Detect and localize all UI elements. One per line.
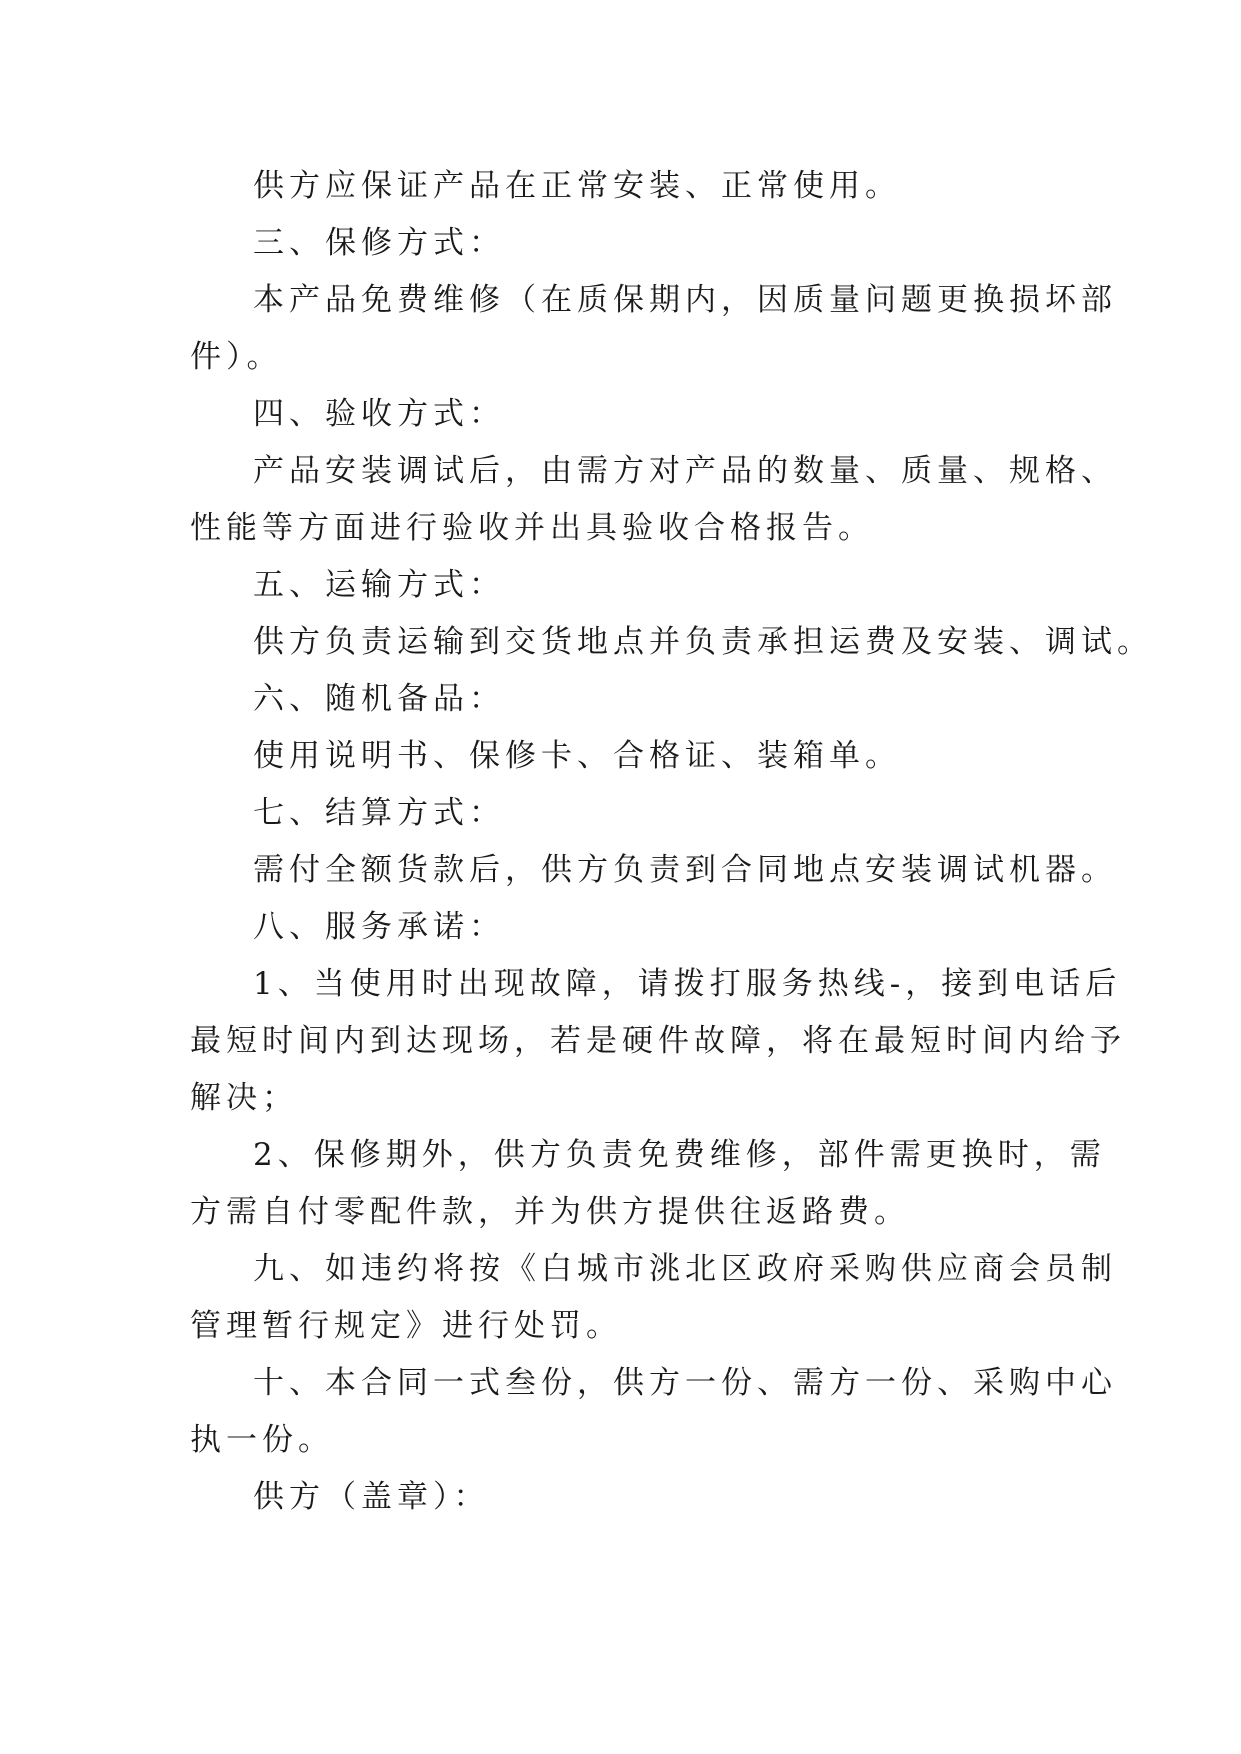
section-heading-service: 八、服务承诺： [253,909,505,945]
section-heading-acceptance: 四、验收方式： [253,396,505,432]
paragraph-line: 方需自付零配件款，并为供方提供往返路费。 [190,1194,910,1230]
paragraph-line: 供方负责运输到交货地点并负责承担运费及安装、调试。 [253,624,1153,660]
section-heading-settlement: 七、结算方式： [253,795,505,831]
paragraph-line: 解决； [190,1080,298,1116]
paragraph-line: 件）。 [190,339,283,375]
paragraph-line: 需付全额货款后，供方负责到合同地点安装调试机器。 [253,852,1117,888]
section-heading-warranty: 三、保修方式： [253,225,505,261]
paragraph-line: 性能等方面进行验收并出具验收合格报告。 [190,510,874,546]
paragraph-line: 管理暂行规定》进行处罚。 [190,1308,622,1344]
supplier-seal-label: 供方（盖章）： [253,1479,490,1515]
paragraph-line: 九、如违约将按《白城市洮北区政府采购供应商会员制 [253,1251,1117,1287]
paragraph-line: 使用说明书、保修卡、合格证、装箱单。 [253,738,901,774]
paragraph-line: 2、保修期外，供方负责免费维修，部件需更换时，需 [253,1137,1106,1173]
paragraph-line: 供方应保证产品在正常安装、正常使用。 [253,168,901,204]
section-heading-accessories: 六、随机备品： [253,681,505,717]
paragraph-line: 本产品免费维修（在质保期内，因质量问题更换损坏部 [253,282,1117,318]
paragraph-line: 十、本合同一式叁份，供方一份、需方一份、采购中心 [253,1365,1117,1401]
paragraph-line: 最短时间内到达现场，若是硬件故障，将在最短时间内给予 [190,1023,1126,1059]
section-heading-transport: 五、运输方式： [253,567,505,603]
paragraph-line: 1、当使用时出现故障，请拨打服务热线-，接到电话后 [253,966,1122,1002]
paragraph-line: 产品安装调试后，由需方对产品的数量、质量、规格、 [253,453,1117,489]
paragraph-line: 执一份。 [190,1422,334,1458]
